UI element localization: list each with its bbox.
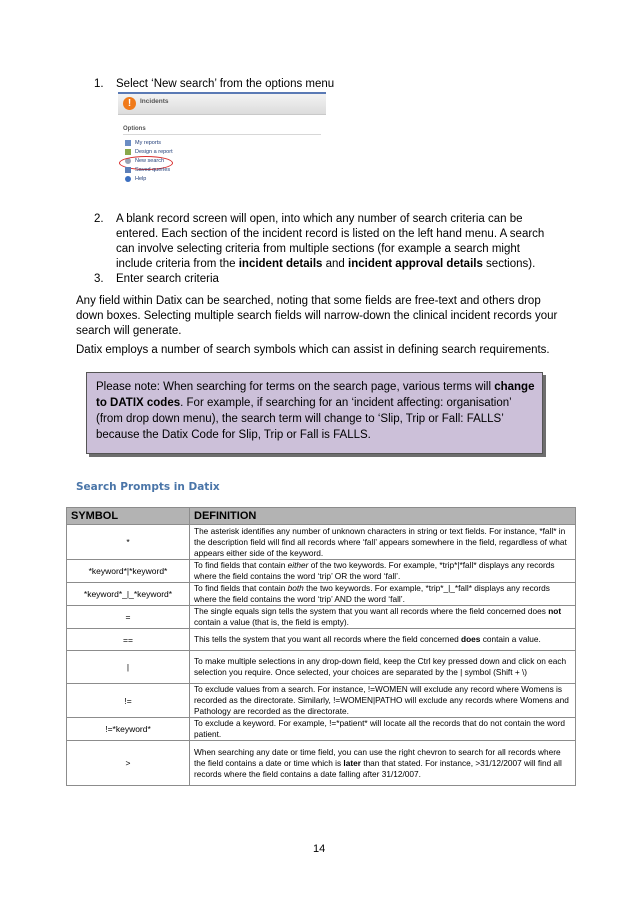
symbol-cell: *keyword*|*keyword* (67, 560, 190, 583)
definition-cell: When searching any date or time field, you can use the right chevron to search for all records where the field contains a date or time which is later than that stated. For instance, >31/12/2007 will find all records where the field contains a date falling after 31/12/007. (190, 741, 576, 786)
symbol-cell: !=*keyword* (67, 718, 190, 741)
table-row (67, 684, 576, 718)
screenshot-title: Incidents (140, 98, 169, 105)
report-icon (125, 149, 131, 155)
definition-cell: To exclude a keyword. For example, !=*patient* will locate all the records that do not contain the word patient. (190, 718, 576, 741)
folder-icon (125, 167, 131, 173)
chart-icon (125, 140, 131, 146)
table-row (67, 651, 576, 684)
table-row (67, 606, 576, 629)
table-row (67, 525, 576, 560)
divider (123, 134, 321, 135)
menu-item-label: New search (135, 158, 165, 164)
symbol-cell: *keyword*_|_*keyword* (67, 583, 190, 606)
symbol-cell: != (67, 684, 190, 718)
list-text: A blank record screen will open, into which any number of search criteria can be entered. Each section of the incident record is listed on the left hand menu. A search can involve selecting criteria from multiple sections (for example a search might include criteria from the incident details and incident approval details sections). (116, 213, 545, 270)
list-number: 3. (94, 273, 104, 285)
list-number: 2. (94, 213, 104, 225)
menu-item-label: Design a report (135, 149, 173, 155)
help-icon (125, 176, 131, 182)
note-text: Please note: When searching for terms on the search page, various terms will change to DATIX codes. For example, if searching for an ‘incident affecting: organisation’ (from drop down menu), the search term will change to ‘Slip, Trip or Fall: FALLS’ because the Datix Code for Slip, Trip or Fall is FALLS. (96, 381, 535, 441)
options-label: Options (123, 126, 146, 132)
menu-item-help (125, 175, 146, 184)
symbol-cell: * (67, 525, 190, 560)
section-heading: Search Prompts in Datix (76, 481, 220, 493)
definition-cell: To find fields that contain both the two keywords. For example, *trip*_|_*fall* displays any records where the field contains the word ‘trip’ AND the word ‘fall’. (190, 583, 576, 606)
symbols-table (66, 507, 576, 786)
list-number: 1. (94, 78, 104, 90)
note-box (86, 372, 543, 454)
menu-item-my-reports (125, 139, 161, 148)
table-row (67, 741, 576, 786)
table-row (67, 583, 576, 606)
page-number: 14 (313, 843, 326, 855)
symbol-cell: | (67, 651, 190, 684)
column-header-symbol: SYMBOL (67, 508, 190, 525)
definition-cell: This tells the system that you want all records where the field concerned does contain a value. (190, 629, 576, 651)
body-paragraph: Datix employs a number of search symbols which can assist in defining search requirements. (76, 344, 550, 356)
symbol-cell: = (67, 606, 190, 629)
options-menu-screenshot (118, 92, 326, 196)
menu-item-label: Saved queries (135, 167, 171, 173)
screenshot-header (118, 94, 326, 115)
menu-item-label: Help (135, 176, 147, 182)
table-row (67, 629, 576, 651)
definition-cell: To find fields that contain either of the two keywords. For example, *trip*|*fall* displays any records where the field contains the word ‘trip’ OR the word ‘fall’. (190, 560, 576, 583)
table-row (67, 560, 576, 583)
column-header-definition: DEFINITION (190, 508, 576, 525)
menu-item-saved-queries (125, 166, 170, 175)
table-row (67, 718, 576, 741)
body-paragraph: Any field within Datix can be searched, noting that some fields are free-text and others drop down boxes. Selecting multiple search fields will narrow-down the clinical incident records your search will generate. (76, 295, 558, 337)
info-icon: ! (123, 97, 136, 110)
definition-cell: To make multiple selections in any drop-down field, keep the Ctrl key pressed down and click on each selection you require. Once selected, your choices are separated by the | symbol (Shift + \) (190, 651, 576, 684)
definition-cell: The single equals sign tells the system that you want all records where the field concerned does not contain a value (that is, the field is empty). (190, 606, 576, 629)
definition-cell: The asterisk identifies any number of unknown characters in string or text fields. For instance, *fall* in the description field will find all records where ‘fall’ appears somewhere in the field, regardless of what appears either side of the keyword. (190, 525, 576, 560)
symbol-cell: == (67, 629, 190, 651)
symbol-cell: > (67, 741, 190, 786)
list-text: Enter search criteria (116, 273, 219, 285)
menu-item-label: My reports (135, 140, 161, 146)
definition-cell: To exclude values from a search. For instance, !=WOMEN will exclude any record where Womens is recorded as the directorate. Similarly, !=WOMEN|PATHO will exclude any records where Womens and Pathology are recorded as the directorate. (190, 684, 576, 718)
list-text: Select ‘New search’ from the options menu (116, 78, 335, 90)
table-header-row (67, 508, 576, 525)
